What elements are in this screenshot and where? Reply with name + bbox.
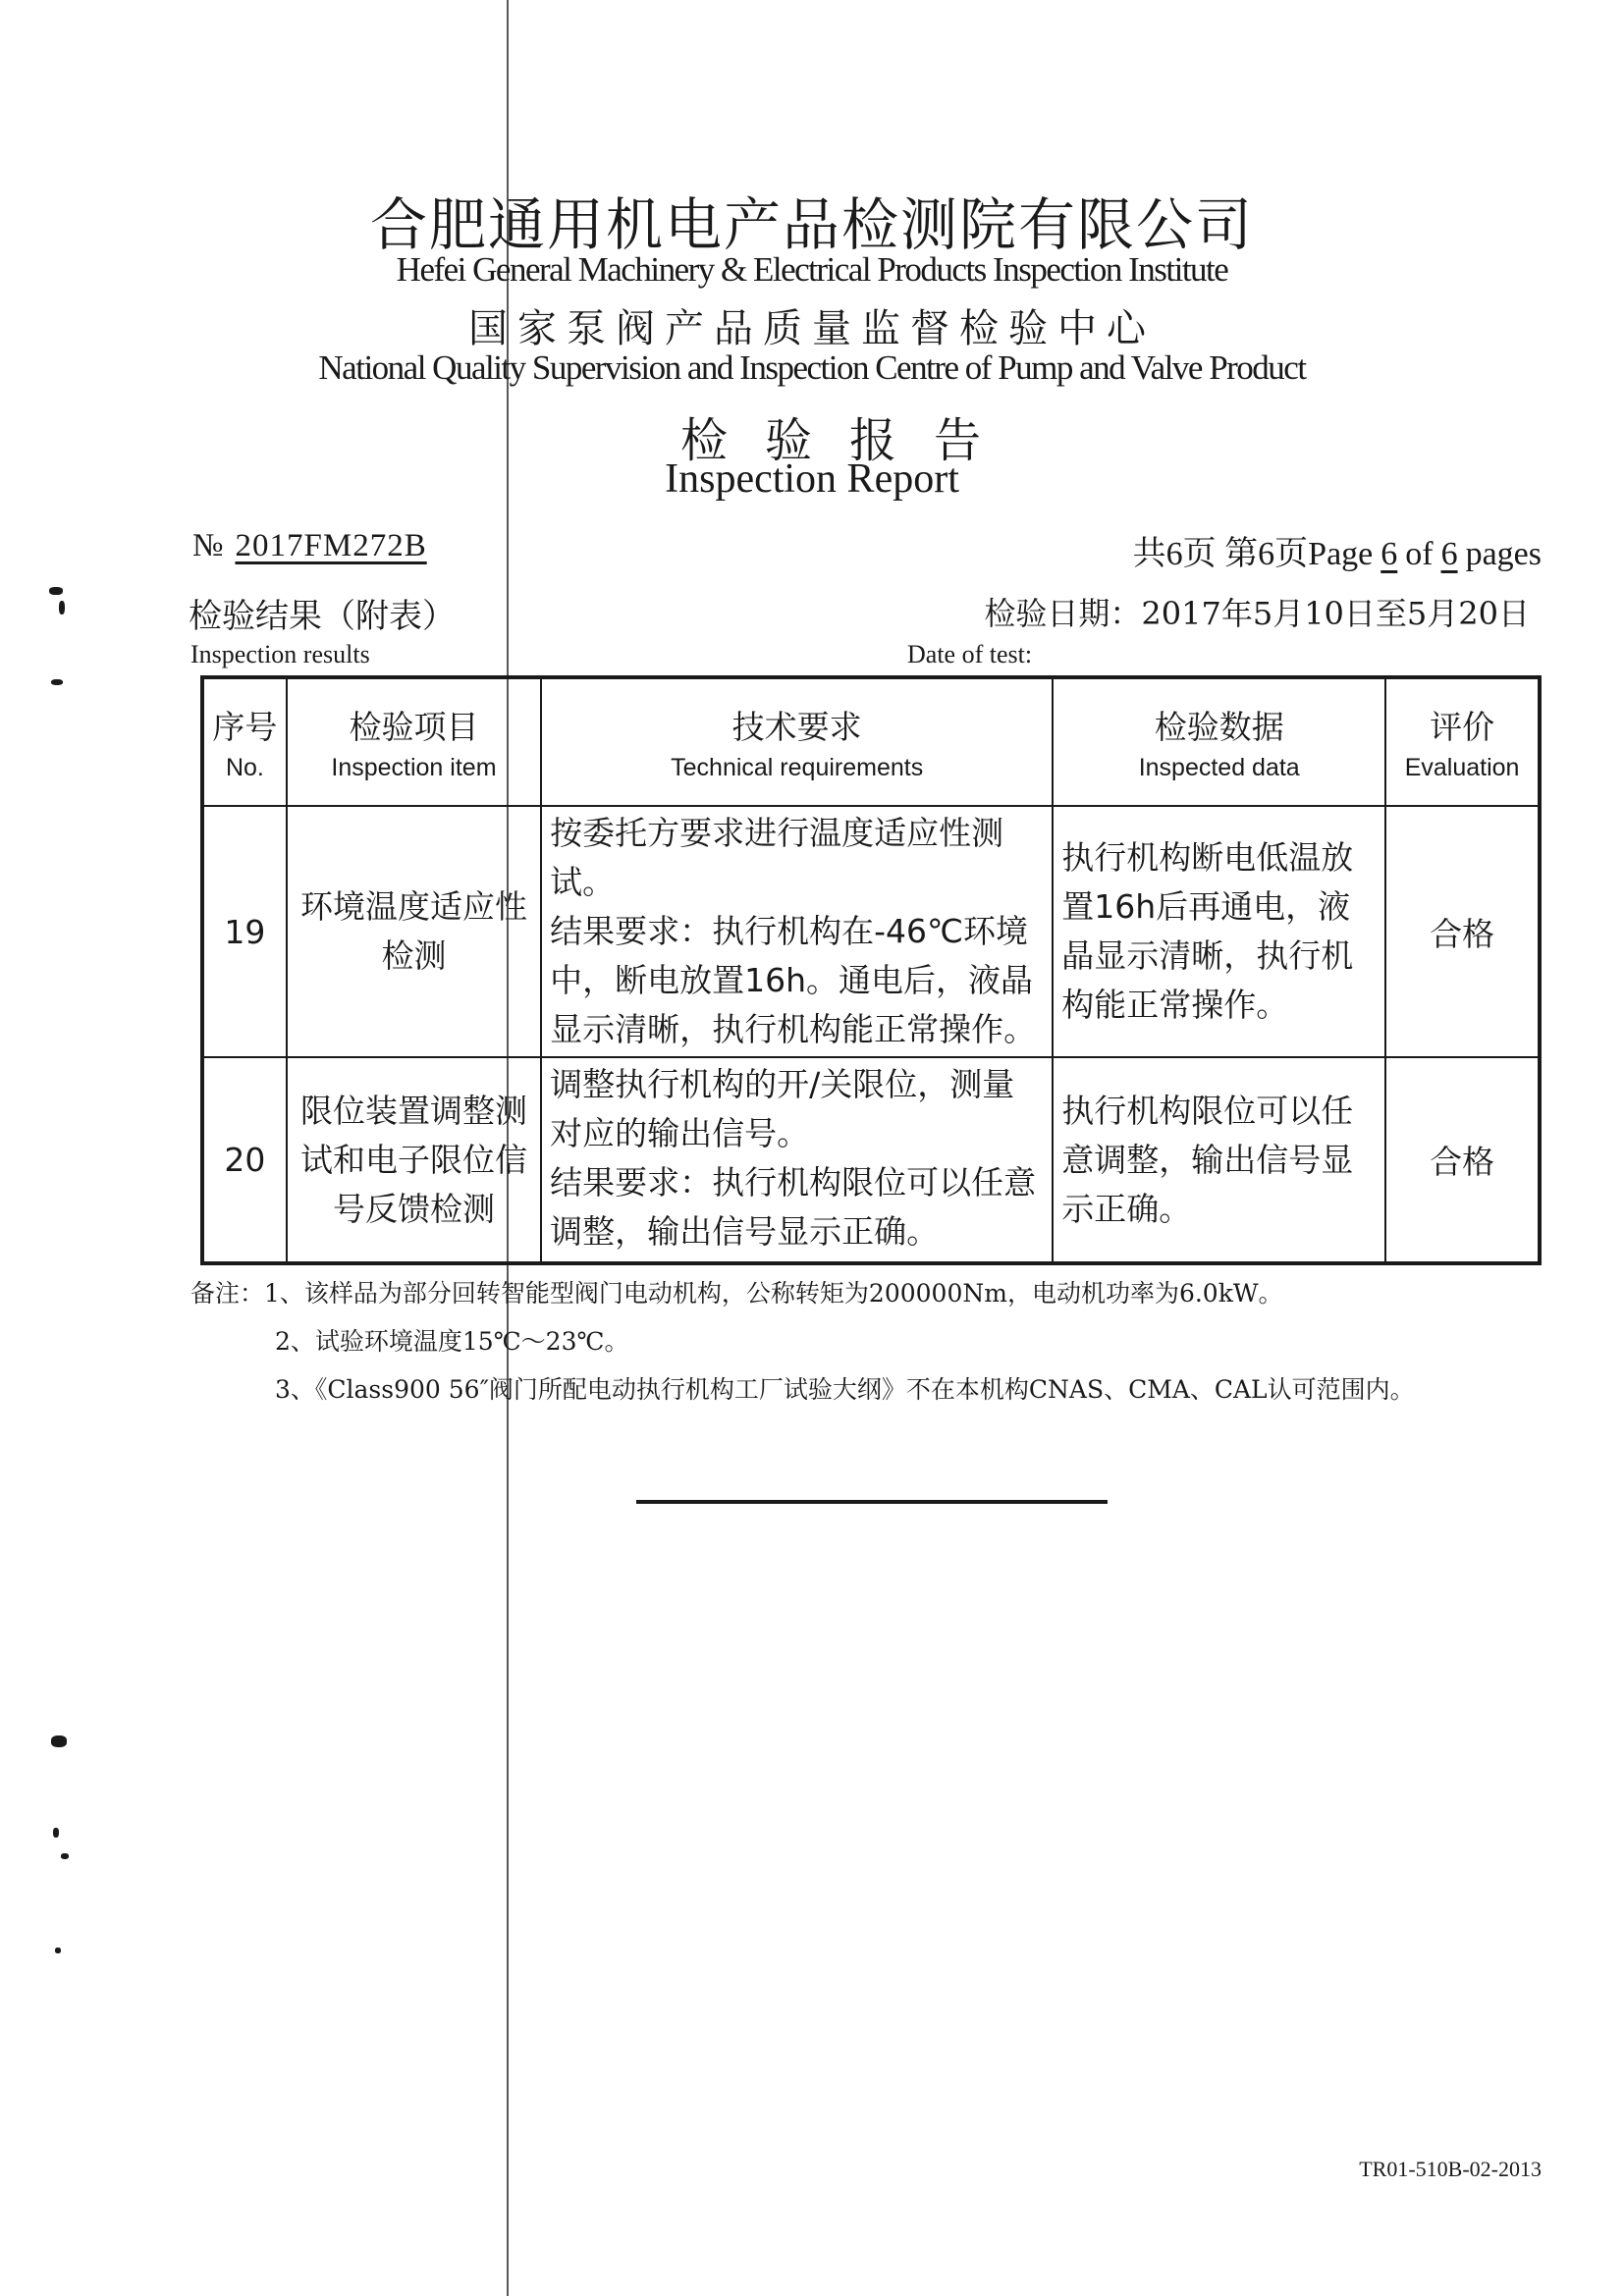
end-rule <box>636 1500 1108 1504</box>
notes-prefix: 备注： <box>190 1279 265 1308</box>
form-code: TR01-510B-02-2013 <box>1359 2157 1542 2181</box>
header-data-en: Inspected data <box>1138 754 1300 781</box>
test-date-label-en: Date of test: <box>907 640 1033 668</box>
row-evaluation: 合格 <box>1385 1057 1540 1263</box>
test-date <box>984 589 1530 634</box>
header-no-cn: 序号 <box>212 708 278 746</box>
row-item: 限位装置调整测试和电子限位信号反馈检测 <box>287 1057 541 1263</box>
results-label-cn: 检验结果（附表） <box>189 597 456 636</box>
header-item-cn: 检验项目 <box>349 708 479 746</box>
row-requirement: 调整执行机构的开/关限位，测量对应的输出信号。 结果要求：执行机构限位可以任意调整，输出信号显示正确。 <box>541 1057 1053 1263</box>
row-no: 19 <box>202 806 287 1057</box>
scan-speck <box>59 601 65 614</box>
row-data: 执行机构断电低温放置16h后再通电，液晶显示清晰，执行机构能正常操作。 <box>1053 806 1385 1057</box>
note-item: 3、《Class900 56″阀门所配电动执行机构工厂试验大纲》不在本机构CNAS、CMA、CAL认可范围内。 <box>275 1375 1415 1404</box>
institute-name-cn: 合肥通用机电产品检测院有限公司 <box>369 191 1254 258</box>
scan-speck <box>53 1828 59 1838</box>
row-requirement: 按委托方要求进行温度适应性测试。 结果要求：执行机构在-46℃环境中，断电放置16h。通电后，液晶显示清晰，执行机构能正常操作。 <box>541 806 1053 1057</box>
note-item: 2、试验环境温度15℃～23℃。 <box>275 1327 629 1356</box>
page-current: 6 <box>1380 536 1398 572</box>
page-total: 6 <box>1440 536 1458 572</box>
header-requirements-en: Technical requirements <box>671 754 924 781</box>
center-name-cn: 国家泵阀产品质量监督检验中心 <box>468 306 1156 351</box>
report-number <box>192 528 427 564</box>
results-label-en: Inspection results <box>190 640 370 668</box>
row-data: 执行机构限位可以任意调整，输出信号显示正确。 <box>1053 1057 1385 1263</box>
pages-label: pages <box>1465 536 1542 572</box>
of-label: of <box>1405 536 1434 572</box>
report-number-label: № <box>192 528 224 563</box>
test-date-value: 2017年5月10日至5月20日 <box>1141 595 1530 632</box>
report-number-value: 2017FM272B <box>235 528 427 563</box>
page-label: Page <box>1308 536 1374 572</box>
report-title-en: Inspection Report <box>665 456 959 502</box>
header-item-en: Inspection item <box>331 754 497 781</box>
row-no: 20 <box>202 1057 287 1263</box>
scan-speck <box>61 1853 69 1859</box>
page-info <box>1133 526 1542 574</box>
row-evaluation: 合格 <box>1385 806 1540 1057</box>
header-evaluation-en: Evaluation <box>1404 754 1520 781</box>
scan-speck <box>49 587 63 595</box>
table-header-row <box>202 677 1540 806</box>
header-no <box>202 677 287 806</box>
header-data <box>1053 677 1385 806</box>
watermark: ​ <box>948 1087 1074 1204</box>
test-date-label: 检验日期： <box>984 595 1142 632</box>
center-name-en: National Quality Supervision and Inspection Centre of Pump and Valve Product <box>318 348 1306 387</box>
header-data-cn: 检验数据 <box>1154 708 1284 746</box>
scan-speck <box>51 679 63 685</box>
scan-speck <box>55 1948 61 1953</box>
report-title-cn: 检验报告 <box>679 413 1018 468</box>
header-item <box>287 677 541 806</box>
header-no-en: No. <box>225 754 264 781</box>
pages-total-cn: 共6页 <box>1132 536 1217 572</box>
page-current-cn: 第6页 <box>1224 536 1309 572</box>
scan-speck <box>51 1735 67 1747</box>
header-evaluation <box>1385 677 1540 806</box>
note-item: 1、该样品为部分回转智能型阀门电动机构，公称转矩为200000Nm，电动机功率为6.0kW。 <box>264 1279 1283 1308</box>
institute-name-en: Hefei General Machinery & Electrical Products Inspection Institute <box>396 250 1228 289</box>
row-item: 环境温度适应性检测 <box>287 806 541 1057</box>
header-evaluation-cn: 评价 <box>1430 708 1495 746</box>
header-requirements-cn: 技术要求 <box>731 708 862 746</box>
